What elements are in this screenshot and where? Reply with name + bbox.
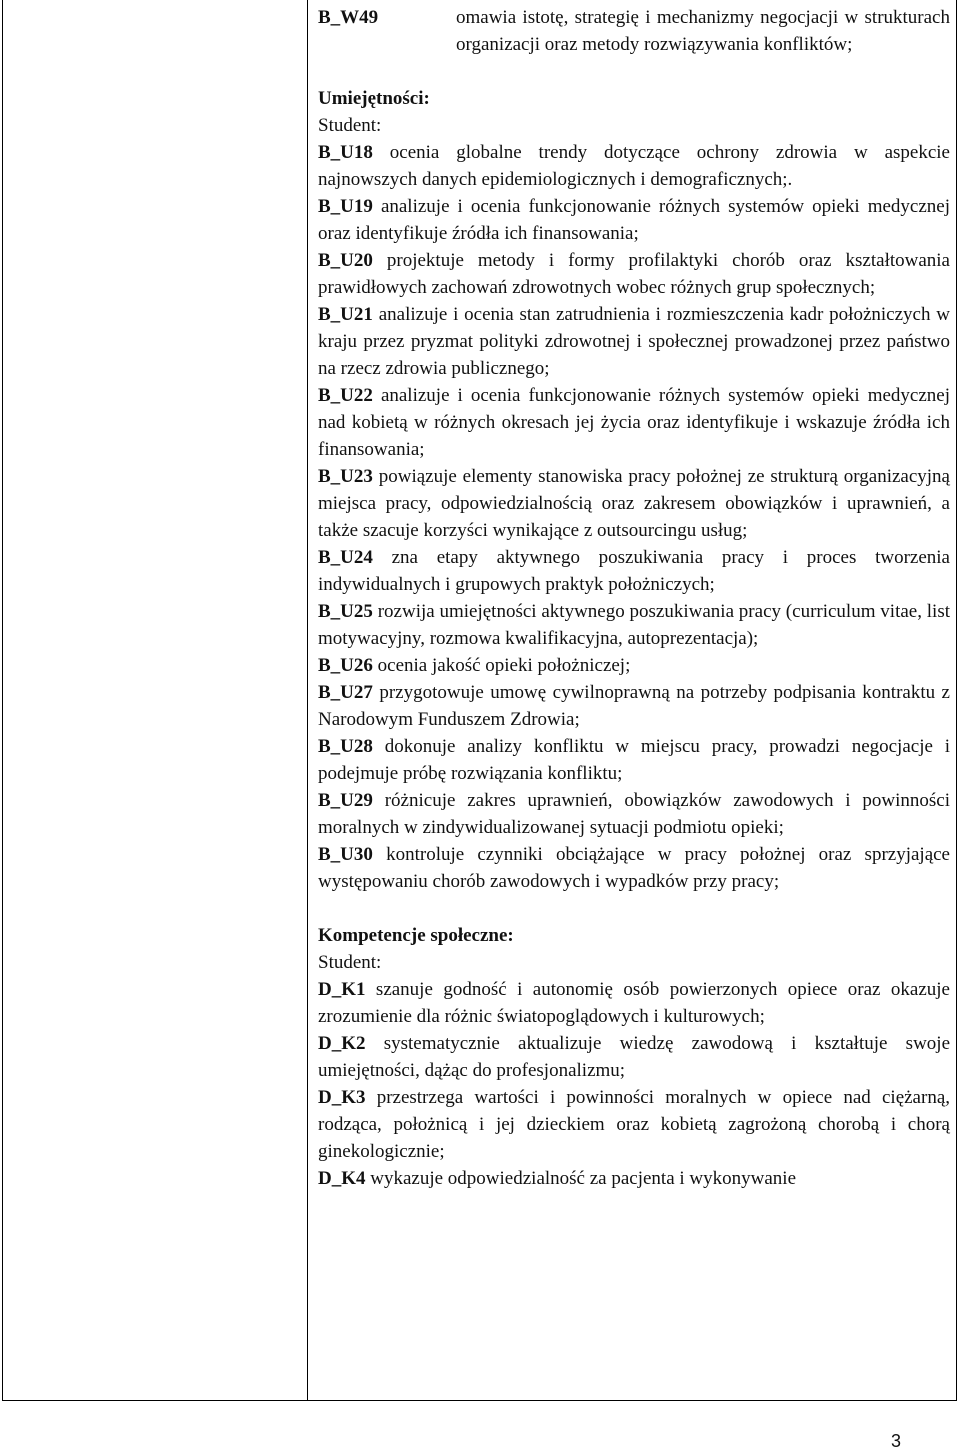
outcome-text: przestrzega wartości i powinności moralnych w opiece nad ciężarną, rodząca, położnicą i jej dzieckiem oraz kobietą zagrożoną chorobą i chorą ginekologicznie;	[318, 1087, 950, 1162]
outcome-code: D_K1	[318, 979, 366, 1000]
outcome-code: B_U20	[318, 250, 373, 271]
outcome-item	[318, 598, 950, 652]
outcome-text: dokonuje analizy konfliktu w miejscu pracy, prowadzi negocjacje i podejmuje próbę rozwiązania konfliktu;	[318, 736, 950, 784]
outcome-text: analizuje i ocenia stan zatrudnienia i rozmieszczenia kadr położniczych w kraju przez pryzmat polityki zdrowotnej i społecznej prowadzonej przez państwo na rzecz zdrowia publicznego;	[318, 304, 950, 379]
outcome-code: B_U26	[318, 655, 373, 676]
page-number: 3	[891, 1431, 902, 1451]
outcome-text: wykazuje odpowiedzialność za pacjenta i wykonywanie	[365, 1168, 797, 1189]
outcome-text: zna etapy aktywnego poszukiwania pracy i proces tworzenia indywidualnych i grupowych praktyk położniczych;	[318, 547, 950, 595]
skills-list	[318, 139, 950, 895]
outcome-code: B_W49	[318, 7, 379, 28]
outcome-text: kontroluje czynniki obciążające w pracy położnej oraz sprzyjające występowaniu chorób zawodowych i wypadków przy pracy;	[318, 844, 950, 892]
table-left-cell	[2, 0, 308, 1401]
outcome-item	[318, 787, 950, 841]
outcome-code: B_U28	[318, 736, 373, 757]
outcome-text: systematycznie aktualizuje wiedzę zawodową i kształtuje swoje umiejętności, dążąc do profesjonalizmu;	[318, 1033, 950, 1081]
outcome-item	[318, 733, 950, 787]
outcome-code: B_U19	[318, 196, 373, 217]
outcome-code: D_K3	[318, 1087, 366, 1108]
outcome-item	[318, 841, 950, 895]
outcome-item	[318, 1165, 950, 1192]
outcome-code: D_K4	[318, 1168, 366, 1189]
outcome-text: ocenia jakość opieki położniczej;	[372, 655, 631, 676]
outcome-item	[318, 463, 950, 544]
outcome-item	[318, 382, 950, 463]
social-student-label: Student:	[318, 952, 382, 973]
outcome-code: B_U25	[318, 601, 373, 622]
outcome-code: B_U18	[318, 142, 373, 163]
outcome-item	[318, 679, 950, 733]
outcome-code: B_U21	[318, 304, 373, 325]
outcome-item	[318, 976, 950, 1030]
outcome-code: B_U27	[318, 682, 373, 703]
social-heading: Kompetencje społeczne:	[318, 925, 514, 946]
outcome-item	[318, 247, 950, 301]
outcome-item	[318, 301, 950, 382]
outcome-code: B_U24	[318, 547, 373, 568]
skills-student-label: Student:	[318, 115, 382, 136]
outcome-text: projektuje metody i formy profilaktyki chorób oraz kształtowania prawidłowych zachowań zdrowotnych wobec różnych grup społecznych;	[318, 250, 950, 298]
outcome-b-w49	[318, 4, 950, 58]
outcome-text: analizuje i ocenia funkcjonowanie różnych systemów opieki medycznej oraz identyfikuje źródła ich finansowania;	[318, 196, 950, 244]
outcome-code: B_U30	[318, 844, 373, 865]
outcome-item	[318, 1084, 950, 1165]
outcome-text: powiązuje elementy stanowiska pracy położnej ze strukturą organizacyjną miejsca pracy, odpowiedzialnością oraz zakresem obowiązków i uprawnień, a także szacuje korzyści wynikające z outsourcingu usług;	[318, 466, 950, 541]
learning-outcomes-content	[318, 4, 950, 1192]
outcome-text: analizuje i ocenia funkcjonowanie różnych systemów opieki medycznej nad kobietą w różnych okresach jej życia oraz identyfikuje i wskazuje źródła ich finansowania;	[318, 385, 950, 460]
outcome-text: rozwija umiejętności aktywnego poszukiwania pracy (curriculum vitae, list motywacyjny, rozmowa kwalifikacyjna, autoprezentacja);	[318, 601, 950, 649]
outcome-code: B_U22	[318, 385, 373, 406]
social-competences-list	[318, 976, 950, 1192]
outcome-item	[318, 1030, 950, 1084]
outcome-item	[318, 652, 950, 679]
outcome-item	[318, 139, 950, 193]
outcome-text: szanuje godność i autonomię osób powierzonych opiece oraz okazuje zrozumienie dla różnic światopoglądowych i kulturowych;	[318, 979, 950, 1027]
outcome-code: B_U29	[318, 790, 373, 811]
outcome-text: ocenia globalne trendy dotyczące ochrony zdrowia w aspekcie najnowszych danych epidemiologicznych i demograficznych;.	[318, 142, 950, 190]
outcome-text: różnicuje zakres uprawnień, obowiązków zawodowych i powinności moralnych w zindywidualizowanej sytuacji podmiotu opieki;	[318, 790, 950, 838]
outcome-code: D_K2	[318, 1033, 366, 1054]
outcome-item	[318, 193, 950, 247]
outcome-text: omawia istotę, strategię i mechanizmy negocjacji w strukturach organizacji oraz metody rozwiązywania konfliktów;	[456, 7, 950, 55]
outcome-item	[318, 544, 950, 598]
skills-heading: Umiejętności:	[318, 88, 430, 109]
outcome-text: przygotowuje umowę cywilnoprawną na potrzeby podpisania kontraktu z Narodowym Funduszem Zdrowia;	[318, 682, 950, 730]
outcome-code: B_U23	[318, 466, 373, 487]
